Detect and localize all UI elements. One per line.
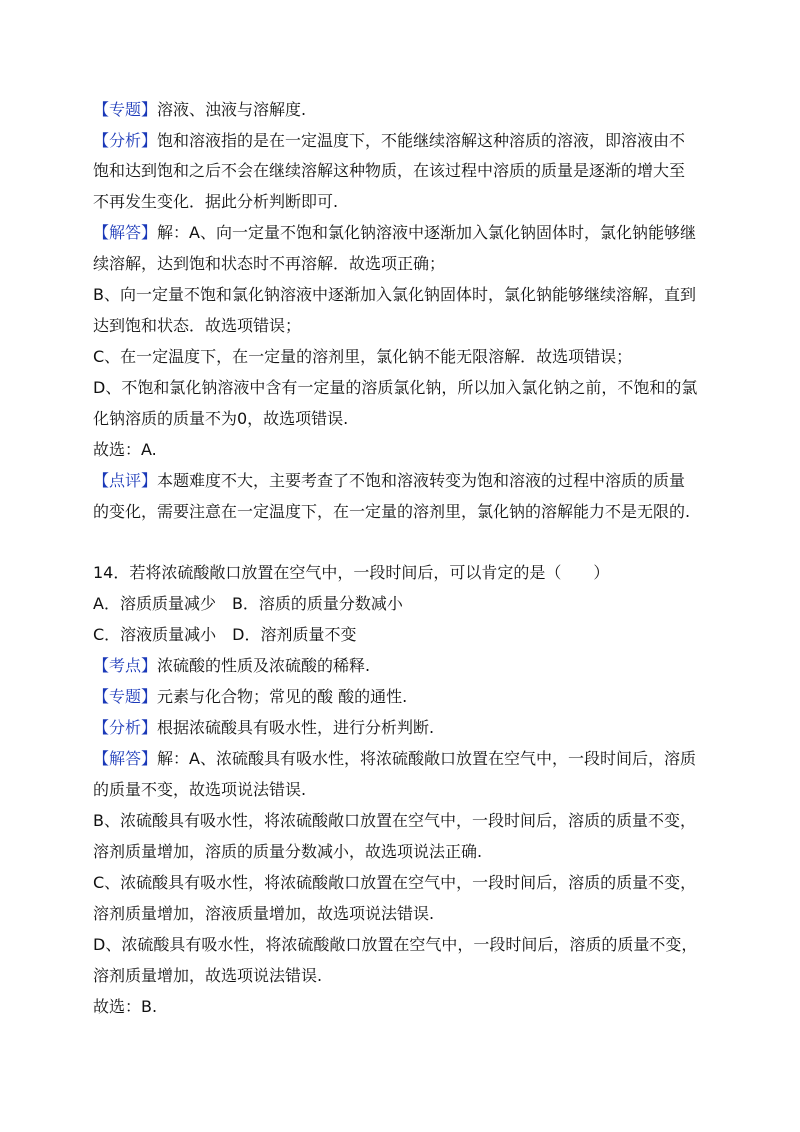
text: 浓硫酸的性质及浓硫酸的稀释. bbox=[157, 656, 371, 675]
q13-zhuanti bbox=[93, 100, 723, 120]
text: 饱和溶液指的是在一定温度下，不能继续溶解这种溶质的溶液，即溶液由不 bbox=[157, 131, 686, 150]
q14-jieda-2: 的质量不变，故选项说法错误. bbox=[93, 780, 307, 799]
q14-answer: 故选：B. bbox=[93, 997, 158, 1016]
q14-jieda-6: 溶剂质量增加，溶液质量增加，故选项说法错误. bbox=[93, 904, 435, 923]
q14-jieda-8: 溶剂质量增加，故选项说法错误. bbox=[93, 966, 323, 985]
q14-jieda-7: D、浓硫酸具有吸水性，将浓硫酸敞口放置在空气中，一段时间后，溶质的质量不变， bbox=[93, 935, 698, 954]
q14-fenxi bbox=[93, 718, 723, 738]
text: 本题难度不大，主要考查了不饱和溶液转变为饱和溶液的过程中溶质的质量 bbox=[157, 471, 686, 490]
q13-jieda-7: 化钠溶质的质量不为0，故选项错误. bbox=[93, 409, 349, 428]
tag-zhuanti: 【专题】 bbox=[93, 100, 158, 119]
text: 溶液、浊液与溶解度. bbox=[157, 100, 307, 119]
text: 元素与化合物；常见的酸 酸的通性. bbox=[157, 687, 408, 706]
q13-dianping-1 bbox=[93, 471, 723, 491]
q13-jieda-2: 续溶解，达到饱和状态时不再溶解．故选项正确； bbox=[93, 254, 446, 273]
tag-zhuanti: 【专题】 bbox=[93, 687, 158, 706]
q14-options-ab: A．溶质质量减少 B．溶质的质量分数减小 bbox=[93, 594, 403, 613]
q14-jieda-4: 溶剂质量增加，溶质的质量分数减小，故选项说法正确. bbox=[93, 842, 483, 861]
text: 解：A、向一定量不饱和氯化钠溶液中逐渐加入氯化钠固体时，氯化钠能够继 bbox=[157, 223, 696, 242]
q14-kaodian bbox=[93, 656, 723, 676]
q14-jieda-3: B、浓硫酸具有吸水性，将浓硫酸敞口放置在空气中，一段时间后，溶质的质量不变， bbox=[93, 811, 696, 830]
tag-kaodian: 【考点】 bbox=[93, 656, 158, 675]
q14-zhuanti bbox=[93, 687, 723, 707]
q13-jieda-1 bbox=[93, 223, 723, 243]
q13-jieda-4: 达到饱和状态．故选项错误； bbox=[93, 316, 302, 335]
q13-jieda-3: B、向一定量不饱和氯化钠溶液中逐渐加入氯化钠固体时，氯化钠能够继续溶解，直到 bbox=[93, 285, 696, 304]
tag-dianping: 【点评】 bbox=[93, 471, 158, 490]
q14-question: 14．若将浓硫酸敞口放置在空气中，一段时间后，可以肯定的是（ ） bbox=[93, 563, 610, 582]
tag-fenxi: 【分析】 bbox=[93, 718, 158, 737]
q14-jieda-1 bbox=[93, 749, 723, 769]
q13-fenxi-1 bbox=[93, 131, 723, 151]
q14-jieda-5: C、浓硫酸具有吸水性，将浓硫酸敞口放置在空气中，一段时间后，溶质的质量不变， bbox=[93, 873, 697, 892]
q13-answer: 故选：A. bbox=[93, 440, 157, 459]
text: 解：A、浓硫酸具有吸水性，将浓硫酸敞口放置在空气中，一段时间后，溶质 bbox=[157, 749, 696, 768]
q13-fenxi-3: 不再发生变化．据此分析判断即可. bbox=[93, 192, 339, 211]
q13-jieda-5: C、在一定温度下，在一定量的溶剂里，氯化钠不能无限溶解．故选项错误； bbox=[93, 347, 633, 366]
q13-fenxi-2: 饱和达到饱和之后不会在继续溶解这种物质，在该过程中溶质的质量是逐渐的增大至 bbox=[93, 161, 686, 180]
tag-jieda: 【解答】 bbox=[93, 749, 158, 768]
q13-dianping-2: 的变化，需要注意在一定温度下，在一定量的溶剂里，氯化钠的溶解能力不是无限的. bbox=[93, 502, 691, 521]
q13-jieda-6: D、不饱和氯化钠溶液中含有一定量的溶质氯化钠，所以加入氯化钠之前，不饱和的氯 bbox=[93, 378, 698, 397]
text: 根据浓硫酸具有吸水性，进行分析判断. bbox=[157, 718, 435, 737]
q14-options-cd: C．溶液质量减小 D．溶剂质量不变 bbox=[93, 625, 357, 644]
tag-jieda: 【解答】 bbox=[93, 223, 158, 242]
tag-fenxi: 【分析】 bbox=[93, 131, 158, 150]
